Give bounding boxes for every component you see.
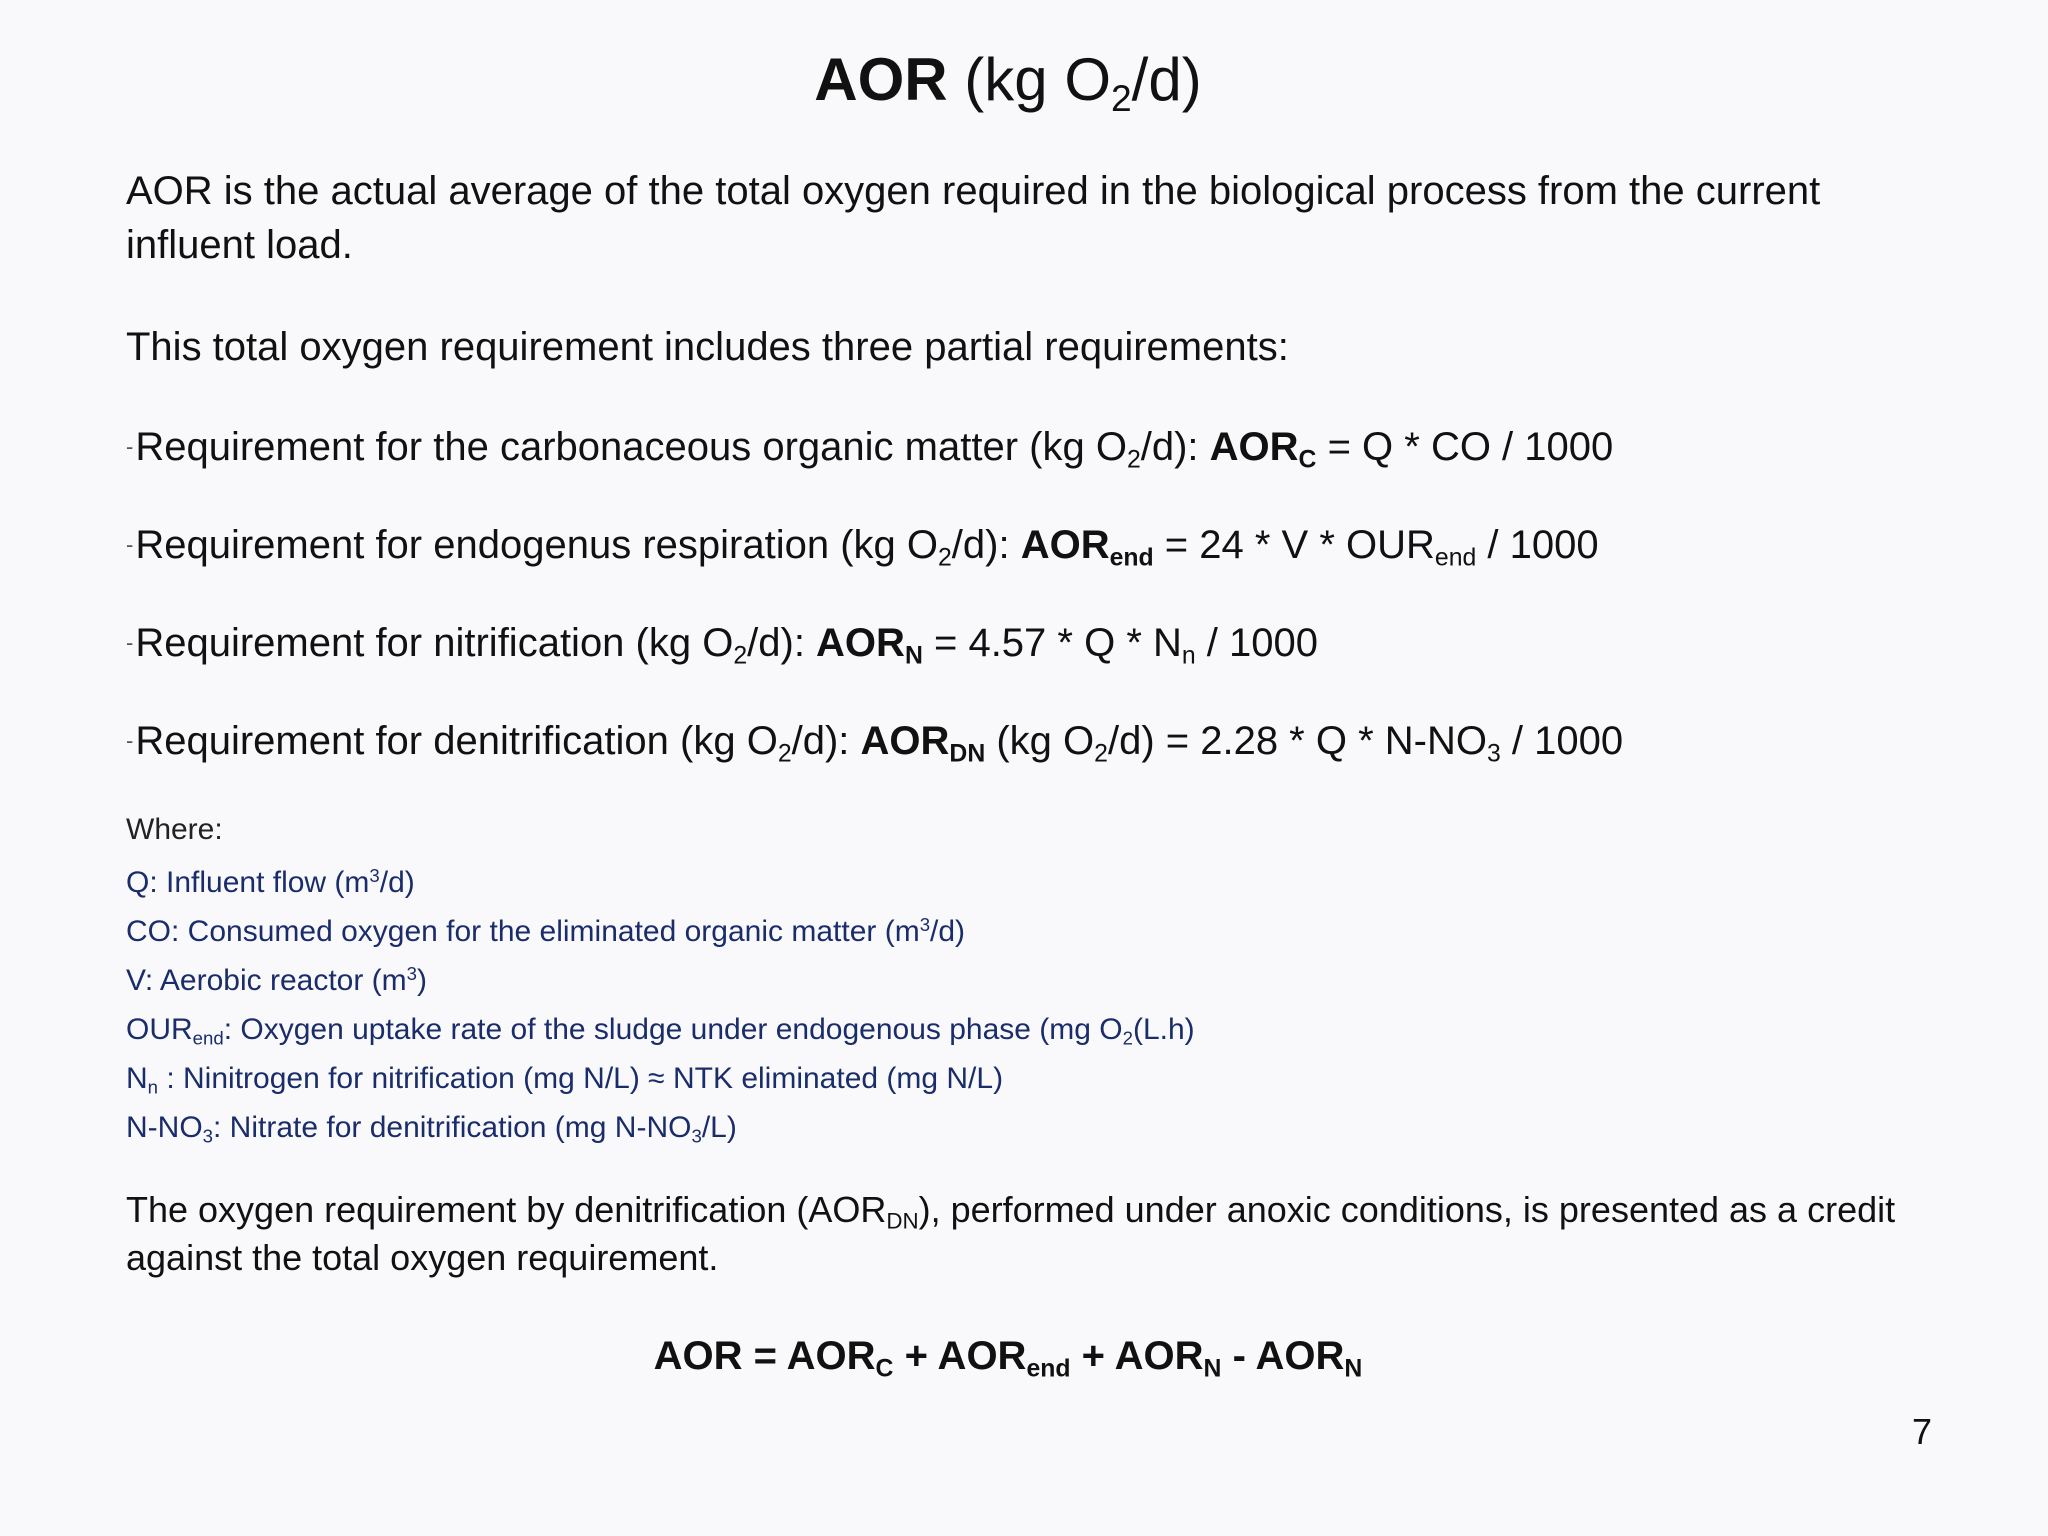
- req-text: Requirement for endogenus respiration (kg O: [135, 523, 938, 567]
- intro-paragraph: AOR is the actual average of the total oxygen required in the biological process from the current influent load.: [126, 169, 1821, 267]
- title-unit-sub: 2: [1110, 77, 1132, 120]
- definition-no3: $N-NO_3$: Nitrate for denitrification (mg $N-NO_3/L$): [126, 1111, 737, 1147]
- req-expression: = 24 * V * $OUR_{end} / 1000$: [1153, 523, 1599, 572]
- req-unit-post: /d):: [951, 523, 1021, 567]
- req-expression: (kg $O_2/d) = 2.28 * Q * N-NO_3 / 1000$: [985, 719, 1624, 768]
- req-unit-sub: 2: [777, 740, 792, 768]
- definition-q: Q: Influent flow $(m^3/d)$: [126, 864, 415, 899]
- req-text: Requirement for the carbonaceous organic matter (kg O: [135, 425, 1127, 469]
- bullet-dash: -: [126, 434, 134, 459]
- req-expression: = Q * CO / 1000: [1316, 425, 1614, 469]
- requirement-endogenous: [126, 518, 1599, 572]
- definition-v: V: Aerobic reactor $(m^3)$: [126, 962, 427, 997]
- bullet-dash: -: [126, 728, 134, 753]
- req-symbol: $AOR_{DN}$: [860, 719, 986, 768]
- page-number: 7: [1911, 1411, 1932, 1452]
- req-unit-sub: 2: [1126, 446, 1141, 474]
- title-unit-post: /d): [1131, 46, 1202, 113]
- definition-nn: $N_n$ : Ninitrogen for nitrification (mg N/L) ≈ NTK eliminated (mg N/L): [126, 1062, 1004, 1098]
- lead-paragraph: This total oxygen requirement includes three partial requirements:: [126, 325, 1289, 369]
- bullet-dash: -: [126, 630, 134, 655]
- requirement-denitrification: [126, 714, 1623, 768]
- req-expression: = 4.57 * Q * $N_n / 1000$: [922, 621, 1319, 670]
- requirement-carbonaceous: [126, 420, 1613, 474]
- total-aor-formula: AOR = $AOR_C + AOR_{end} + AOR_N - AOR_N$: [653, 1334, 1363, 1383]
- req-symbol: $AOR_C$: [1209, 425, 1317, 474]
- title-bold: AOR: [814, 46, 948, 113]
- req-symbol: $AOR_{end}$: [1020, 523, 1154, 572]
- req-unit-sub: 2: [937, 544, 952, 572]
- denitrification-note: The oxygen requirement by denitrification $(AOR_{DN})$, performed under anoxic conditions, is presented as a credit against the total oxygen requirement.: [126, 1189, 1896, 1278]
- req-unit-post: /d):: [1140, 425, 1210, 469]
- bullet-dash: -: [126, 532, 134, 557]
- req-text: Requirement for denitrification (kg O: [135, 719, 778, 763]
- req-symbol: $AOR_N$: [816, 621, 923, 670]
- definition-our: $OUR_{end}$: Oxygen uptake rate of the sludge under endogenous phase (mg $O_2(L.h)$: [126, 1013, 1195, 1049]
- req-text: Requirement for nitrification (kg O: [135, 621, 734, 665]
- req-unit-sub: 2: [733, 642, 748, 670]
- definitions-list: [126, 858, 1195, 1152]
- where-label: Where:: [126, 813, 223, 846]
- req-unit-post: /d):: [747, 621, 817, 665]
- definition-co: CO: Consumed oxygen for the eliminated organic matter $(m^3/d)$: [126, 913, 966, 948]
- req-unit-post: /d):: [791, 719, 861, 763]
- slide-title: [0, 38, 2016, 122]
- requirement-nitrification: [126, 616, 1318, 670]
- title-unit-pre: (kg O: [947, 46, 1111, 113]
